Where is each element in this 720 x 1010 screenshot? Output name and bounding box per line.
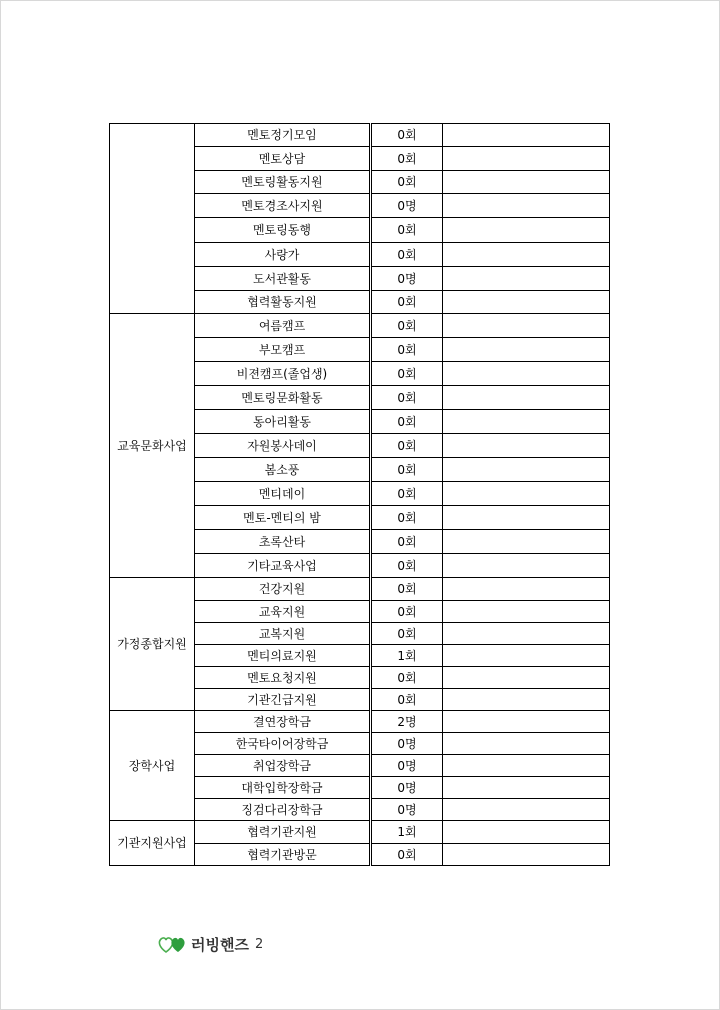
value-cell: 0명: [371, 755, 443, 777]
note-cell: [443, 777, 610, 799]
item-cell: 멘토링활동지원: [195, 171, 371, 194]
note-cell: [443, 601, 610, 623]
item-cell: 기관긴급지원: [195, 689, 371, 711]
category-cell: 교육문화사업: [110, 314, 195, 578]
note-cell: [443, 733, 610, 755]
value-cell: 0명: [371, 733, 443, 755]
note-cell: [443, 755, 610, 777]
value-cell: 0명: [371, 267, 443, 291]
hands-logo-icon: [157, 933, 189, 955]
item-cell: 멘토링동행: [195, 218, 371, 243]
note-cell: [443, 386, 610, 410]
note-cell: [443, 799, 610, 821]
item-cell: 멘티의료지원: [195, 645, 371, 667]
value-cell: 0회: [371, 667, 443, 689]
item-cell: 부모캠프: [195, 338, 371, 362]
value-cell: 0회: [371, 124, 443, 147]
value-cell: 0회: [371, 362, 443, 386]
item-cell: 멘토-멘티의 밤: [195, 506, 371, 530]
note-cell: [443, 689, 610, 711]
table-row: [110, 711, 610, 733]
value-cell: 0회: [371, 314, 443, 338]
value-cell: 1회: [371, 821, 443, 844]
item-cell: 멘토링문화활동: [195, 386, 371, 410]
note-cell: [443, 667, 610, 689]
item-cell: 징검다리장학금: [195, 799, 371, 821]
category-cell: [110, 124, 195, 314]
note-cell: [443, 821, 610, 844]
item-cell: 한국타이어장학금: [195, 733, 371, 755]
value-cell: 0회: [371, 458, 443, 482]
table-row: [110, 821, 610, 844]
note-cell: [443, 267, 610, 291]
note-cell: [443, 171, 610, 194]
item-cell: 비젼캠프(졸업생): [195, 362, 371, 386]
item-cell: 사랑가: [195, 243, 371, 267]
item-cell: 동아리활동: [195, 410, 371, 434]
value-cell: 1회: [371, 645, 443, 667]
item-cell: 멘토요청지원: [195, 667, 371, 689]
value-cell: 0회: [371, 530, 443, 554]
value-cell: 0회: [371, 147, 443, 171]
item-cell: 교육지원: [195, 601, 371, 623]
item-cell: 멘토상담: [195, 147, 371, 171]
value-cell: 0회: [371, 386, 443, 410]
note-cell: [443, 362, 610, 386]
note-cell: [443, 194, 610, 218]
note-cell: [443, 291, 610, 314]
item-cell: 자원봉사데이: [195, 434, 371, 458]
note-cell: [443, 578, 610, 601]
item-cell: 여름캠프: [195, 314, 371, 338]
value-cell: 0회: [371, 506, 443, 530]
item-cell: 멘토정기모임: [195, 124, 371, 147]
value-cell: 0회: [371, 410, 443, 434]
activity-table-body: [110, 124, 610, 866]
note-cell: [443, 124, 610, 147]
item-cell: 멘티데이: [195, 482, 371, 506]
page-footer: [157, 931, 263, 957]
value-cell: 0회: [371, 578, 443, 601]
value-cell: 0명: [371, 194, 443, 218]
note-cell: [443, 410, 610, 434]
item-cell: 멘토경조사지원: [195, 194, 371, 218]
note-cell: [443, 844, 610, 866]
value-cell: 0회: [371, 338, 443, 362]
value-cell: 0회: [371, 844, 443, 866]
activity-table: [109, 123, 610, 866]
value-cell: 0회: [371, 482, 443, 506]
note-cell: [443, 314, 610, 338]
table-row: [110, 314, 610, 338]
item-cell: 봄소풍: [195, 458, 371, 482]
note-cell: [443, 434, 610, 458]
value-cell: 0회: [371, 291, 443, 314]
logo-text: 러빙핸즈: [191, 935, 249, 954]
value-cell: 0회: [371, 601, 443, 623]
value-cell: 0회: [371, 243, 443, 267]
note-cell: [443, 458, 610, 482]
note-cell: [443, 482, 610, 506]
item-cell: 건강지원: [195, 578, 371, 601]
note-cell: [443, 147, 610, 171]
item-cell: 대학입학장학금: [195, 777, 371, 799]
value-cell: 0회: [371, 623, 443, 645]
note-cell: [443, 530, 610, 554]
value-cell: 0회: [371, 171, 443, 194]
value-cell: 2명: [371, 711, 443, 733]
item-cell: 협력기관방문: [195, 844, 371, 866]
item-cell: 결연장학금: [195, 711, 371, 733]
table-row: [110, 578, 610, 601]
item-cell: 초록산타: [195, 530, 371, 554]
value-cell: 0회: [371, 434, 443, 458]
note-cell: [443, 218, 610, 243]
page-number: 2: [254, 936, 264, 952]
category-cell: 가정종합지원: [110, 578, 195, 711]
note-cell: [443, 243, 610, 267]
note-cell: [443, 506, 610, 530]
item-cell: 취업장학금: [195, 755, 371, 777]
note-cell: [443, 338, 610, 362]
item-cell: 도서관활동: [195, 267, 371, 291]
table-row: [110, 124, 610, 147]
value-cell: 0회: [371, 554, 443, 578]
item-cell: 협력기관지원: [195, 821, 371, 844]
note-cell: [443, 623, 610, 645]
category-cell: 기관지원사업: [110, 821, 195, 866]
item-cell: 협력활동지원: [195, 291, 371, 314]
value-cell: 0회: [371, 218, 443, 243]
note-cell: [443, 554, 610, 578]
note-cell: [443, 645, 610, 667]
item-cell: 교복지원: [195, 623, 371, 645]
item-cell: 기타교육사업: [195, 554, 371, 578]
value-cell: 0명: [371, 777, 443, 799]
category-cell: 장학사업: [110, 711, 195, 821]
value-cell: 0회: [371, 689, 443, 711]
note-cell: [443, 711, 610, 733]
value-cell: 0명: [371, 799, 443, 821]
